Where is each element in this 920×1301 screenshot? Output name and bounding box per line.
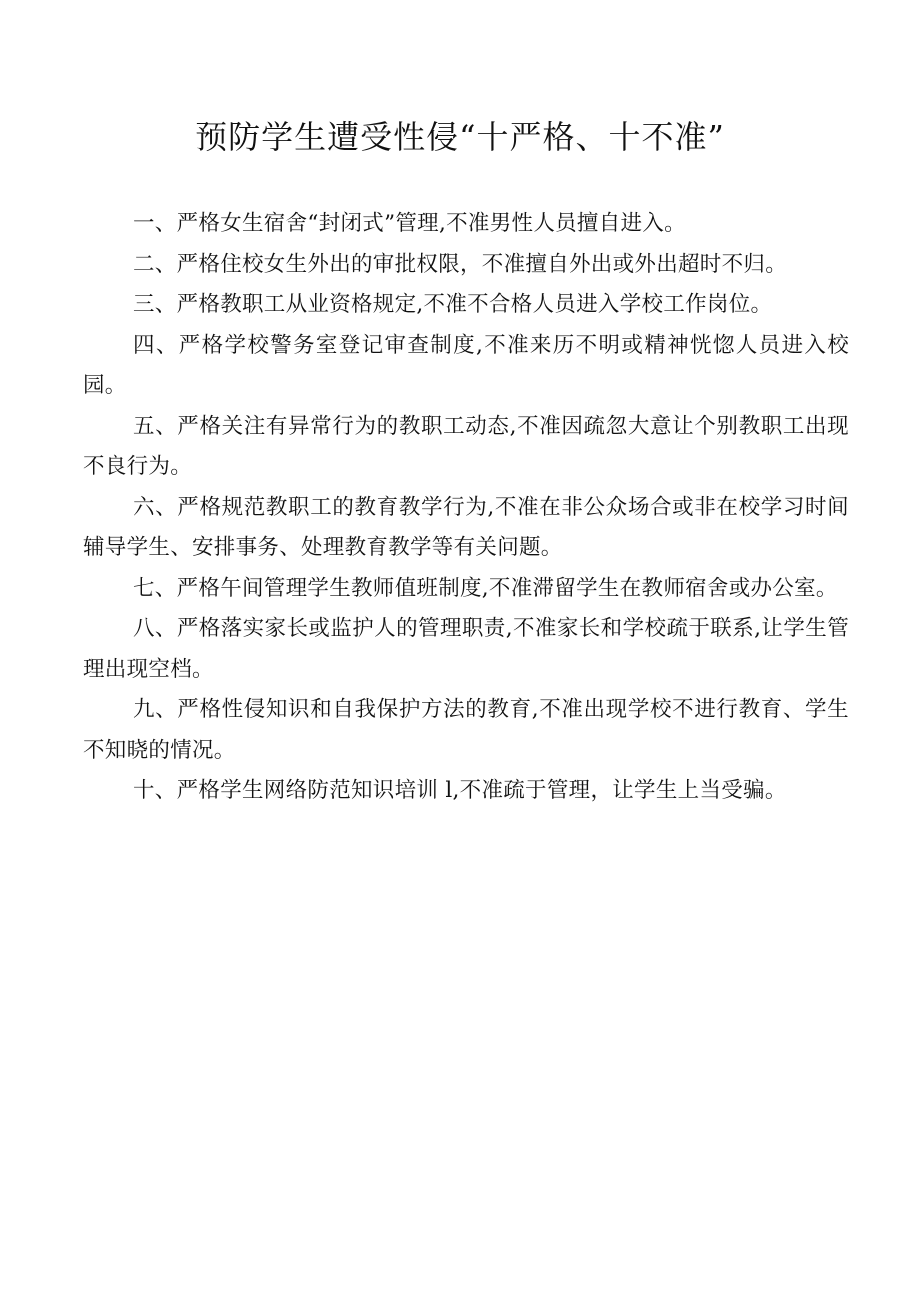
rule-item-10: 十、严格学生网络防范知识培训 l,不准疏于管理，让学生上当受骗。 xyxy=(133,778,787,803)
rule-item-8: 八、严格落实家长或监护人的管理职责,不准家长和学校疏于联系,让学生管理出现空档。 xyxy=(83,616,849,682)
rule-item-6: 六、严格规范教职工的教育教学行为,不准在非公众场合或非在校学习时间辅导学生、安排事务、处理教育教学等有关问题。 xyxy=(83,494,849,560)
document-title: 预防学生遭受性侵“十严格、十不准” xyxy=(195,118,725,156)
rule-item-7: 七、严格午间管理学生教师值班制度,不准滞留学生在教师宿舍或办公室。 xyxy=(133,575,838,601)
rules-list xyxy=(83,204,849,812)
rule-item-9: 九、严格性侵知识和自我保护方法的教育,不准出现学校不进行教育、学生不知晓的情况。 xyxy=(83,697,849,763)
rule-item-5: 五、严格关注有异常行为的教职工动态,不准因疏忽大意让个别教职工出现不良行为。 xyxy=(83,413,849,479)
rule-item-2: 二、严格住校女生外出的审批权限，不准擅自外出或外出超时不归。 xyxy=(133,251,788,277)
rule-item-4: 四、严格学校警务室登记审查制度,不准来历不明或精神恍惚人员进入校园。 xyxy=(83,332,849,398)
rule-item-1: 一、严格女生宿舍“封闭式”管理,不准男性人员擅自进入。 xyxy=(133,211,686,236)
rule-item-3: 三、严格教职工从业资格规定,不准不合格人员进入学校工作岗位。 xyxy=(133,292,773,317)
